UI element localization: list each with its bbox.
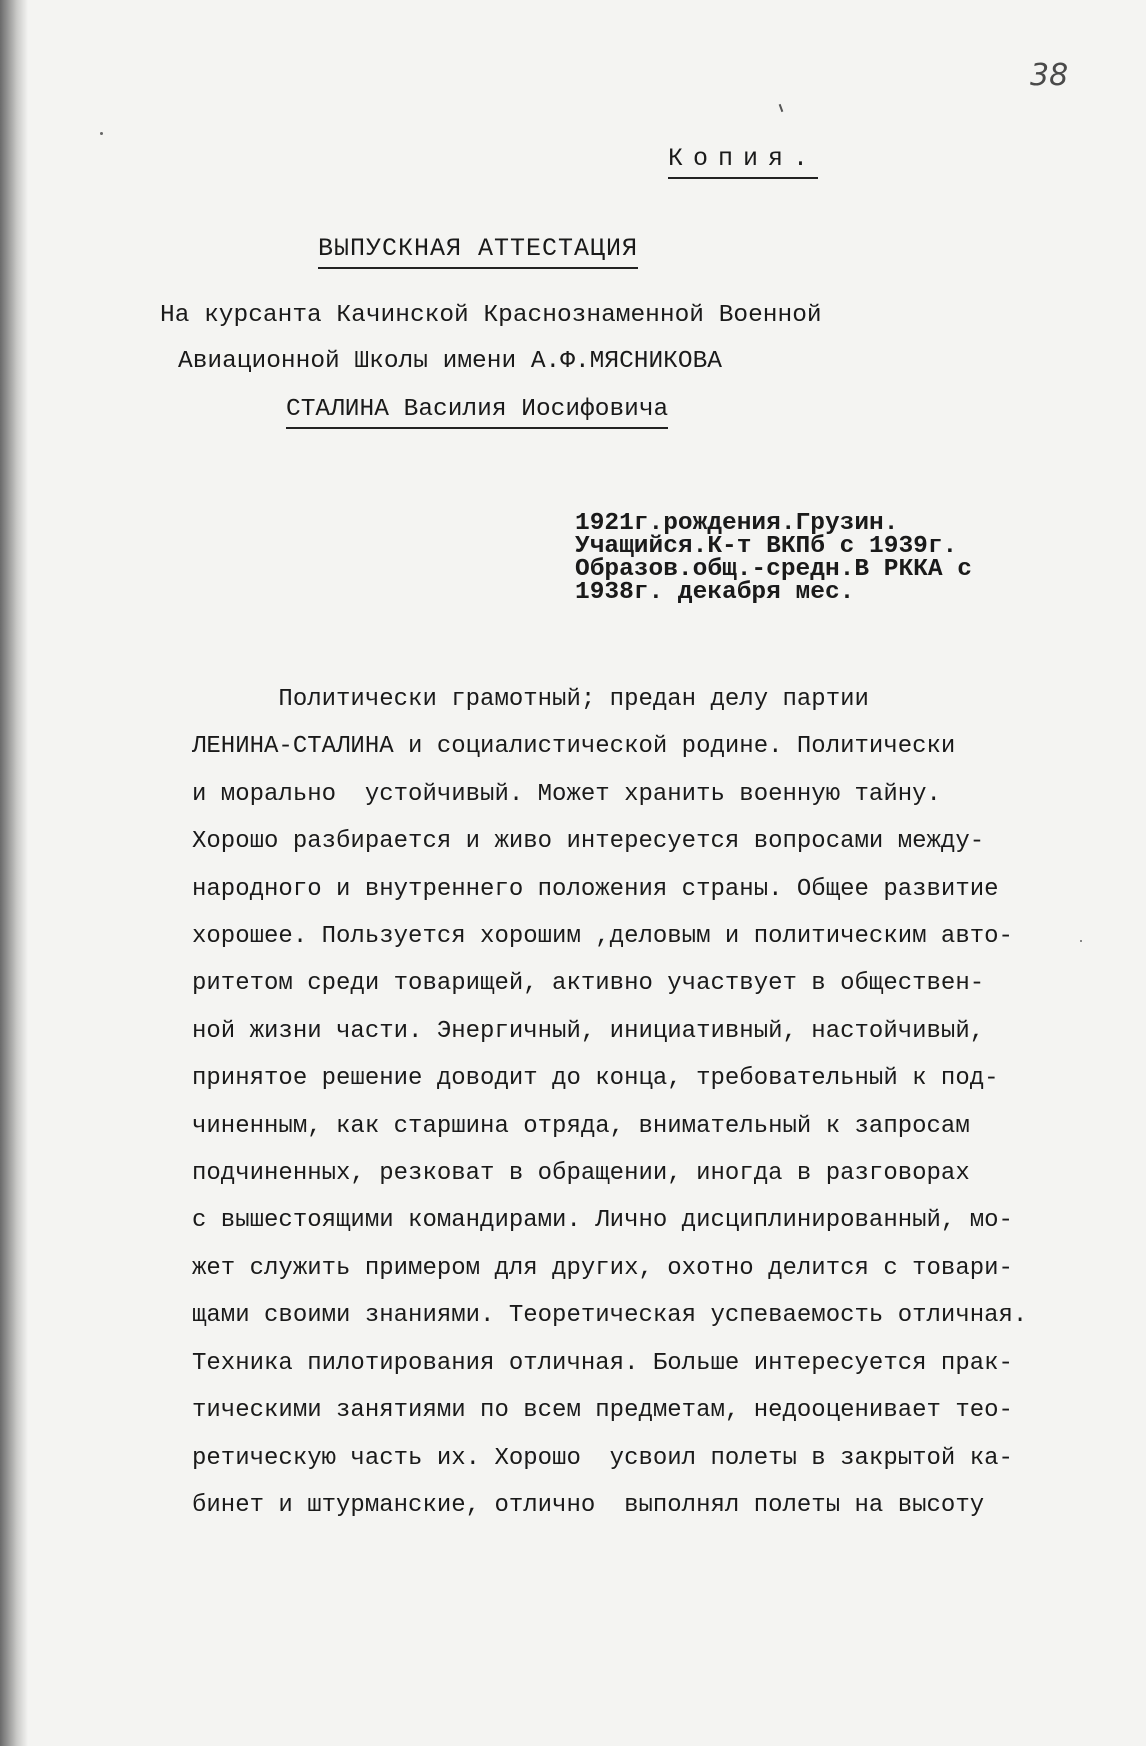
body-line: щами своими знаниями. Теоретическая успеваемость отличная.: [192, 1302, 1028, 1330]
body-line: Политически грамотный; предан делу партии: [192, 686, 869, 713]
body-line: бинет и штурманские, отлично выполнял полеты на высоту: [192, 1491, 985, 1519]
attestation-body: [192, 676, 1027, 1529]
subtitle-line: На курсанта Качинской Краснознаменной Военной: [160, 302, 822, 329]
page-number: 38: [1030, 58, 1069, 93]
body-line: чиненным, как старшина отряда, внимательный к запросам: [192, 1112, 970, 1140]
body-line: с вышестоящими командирами. Лично дисциплинированный, мо-: [192, 1207, 1013, 1235]
body-line: хорошее. Пользуется хорошим ,деловым и политическим авто-: [192, 923, 1013, 951]
ink-mark: [779, 104, 784, 112]
bio-line: 1921г.рождения.Грузин.: [575, 510, 899, 537]
scan-edge-shadow: [0, 0, 28, 1746]
copy-mark: Копия.: [668, 144, 818, 179]
body-line: тическими занятиями по всем предметам, недооценивает тео-: [192, 1397, 1013, 1425]
bio-line: Учащийся.К-т ВКПб с 1939г.: [575, 533, 958, 560]
bio-block: [575, 512, 972, 604]
bio-line: Образов.общ.-средн.В РККА с: [575, 556, 972, 583]
body-line: принятое решение доводит до конца, требовательный к под-: [192, 1065, 999, 1093]
body-line: Хорошо разбирается и живо интересуется вопросами между-: [192, 828, 985, 856]
body-line: жет служить примером для других, охотно делится с товари-: [192, 1254, 1013, 1282]
body-line: народного и внутреннего положения страны. Общее развитие: [192, 875, 999, 903]
body-line: ной жизни части. Энергичный, инициативный, настойчивый,: [192, 1017, 985, 1045]
cadet-name: СТАЛИНА Василия Иосифовича: [286, 396, 668, 429]
subtitle-line: Авиационной Школы имени А.Ф.МЯСНИКОВА: [178, 348, 722, 375]
paper-speck: [1080, 940, 1082, 942]
body-line: Техника пилотирования отличная. Больше интересуется прак-: [192, 1349, 1013, 1377]
body-line: ЛЕНИНА-СТАЛИНА и социалистической родине. Политически: [192, 733, 956, 761]
document-title: ВЫПУСКНАЯ АТТЕСТАЦИЯ: [318, 234, 638, 269]
body-line: подчиненных, резковат в обращении, иногда в разговорах: [192, 1160, 970, 1188]
paper-speck: [100, 132, 103, 135]
body-line: ретическую часть их. Хорошо усвоил полеты в закрытой ка-: [192, 1444, 1013, 1472]
body-line: ритетом среди товарищей, активно участвует в обществен-: [192, 970, 985, 998]
body-line: и морально устойчивый. Может хранить военную тайну.: [192, 780, 941, 808]
bio-line: 1938г. декабря мес.: [575, 579, 855, 606]
